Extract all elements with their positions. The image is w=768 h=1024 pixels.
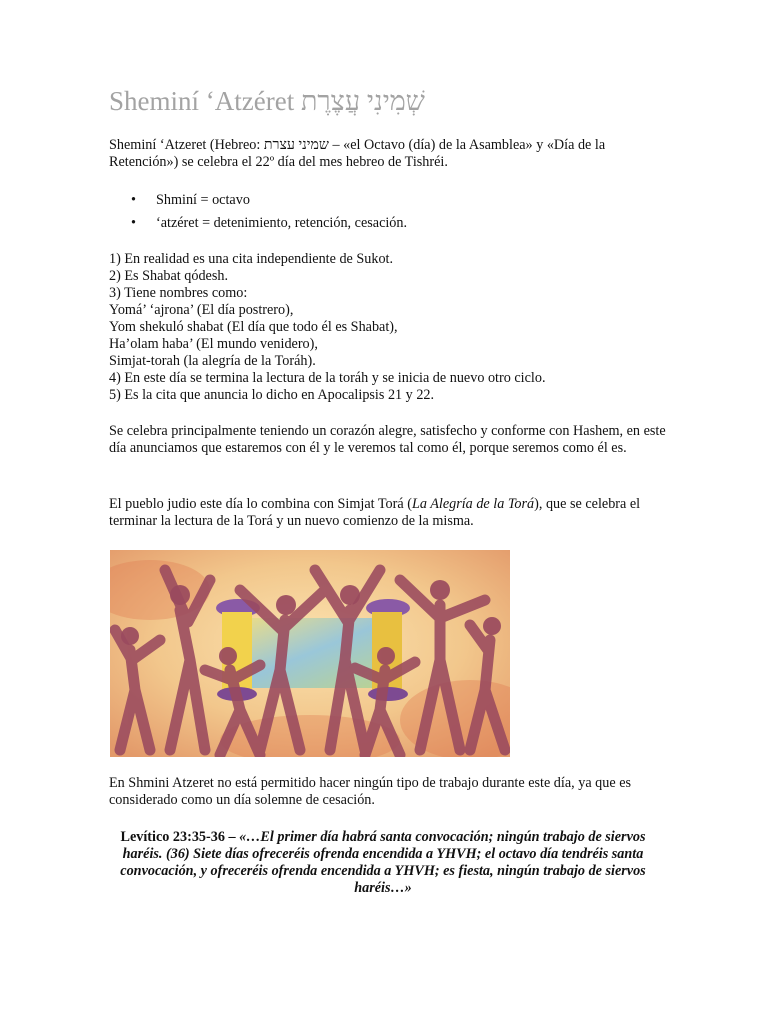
list-line: 1) En realidad es una cita independiente de Sukot. [109, 251, 394, 267]
list-line: 2) Es Shabat qódesh. [109, 268, 229, 284]
numbered-list [109, 251, 669, 404]
list-line: Yomá’ ‘ajrona’ (El día postrero), [109, 302, 294, 318]
list-line: Yom shekuló shabat (El día que todo él es Shabat), [109, 319, 398, 335]
paragraph-text: ), que se celebra el terminar la lectura de la Torá y un nuevo comienzo de la misma. [109, 496, 641, 529]
list-line: Simjat-torah (la alegría de la Toráh). [109, 353, 316, 369]
scripture-quote [109, 829, 657, 897]
list-line: Ha’olam haba’ (El mundo venidero), [109, 336, 318, 352]
celebration-paragraph: Se celebra principalmente teniendo un corazón alegre, satisfecho y conforme con Hashem, en este día anunciamos que estaremos con él y le veremos tal como él, porque seremos como él es. [109, 423, 666, 456]
quote-reference: Levítico 23:35-36 – [120, 829, 240, 845]
list-item: • ‘atzéret = detenimiento, retención, cesación. [109, 215, 407, 232]
definition-list [109, 192, 407, 238]
list-line: 3) Tiene nombres como: [109, 285, 248, 301]
dancing-figures-illustration [110, 550, 510, 757]
quote-text: «…El primer día habrá santa convocación; ningún trabajo de siervos haréis. (36) Siete días ofreceréis ofrenda encendida a YHVH; el octavo día tendréis santa convocación, y ofreceréis ofrenda encendida a YHVH; es fiesta, ningún trabajo de siervos haréis…» [120, 829, 646, 896]
no-work-paragraph: En Shmini Atzeret no está permitido hacer ningún tipo de trabajo durante este día, ya que es considerado como un día solemne de cesación. [109, 775, 632, 808]
simjat-tora-paragraph [109, 496, 669, 530]
list-line: 5) Es la cita que anuncia lo dicho en Apocalipsis 21 y 22. [109, 387, 435, 403]
intro-paragraph: Sheminí ‘Atzeret (Hebreo: שמיני עצרת – «el Octavo (día) de la Asamblea» y «Día de la Retención») se celebra el 22º día del mes hebreo de Tishréi. [109, 137, 606, 170]
list-item: • Shminí = octavo [109, 192, 407, 209]
paragraph-text: El pueblo judio este día lo combina con Simjat Torá ( [109, 496, 412, 512]
page-title: Sheminí ‘Atzéret שְׁמִינִי עֲצֶרֶת [109, 86, 425, 116]
paragraph-italic-text: La Alegría de la Torá [411, 496, 535, 512]
list-line: 4) En este día se termina la lectura de la toráh y se inicia de nuevo otro ciclo. [109, 370, 546, 386]
